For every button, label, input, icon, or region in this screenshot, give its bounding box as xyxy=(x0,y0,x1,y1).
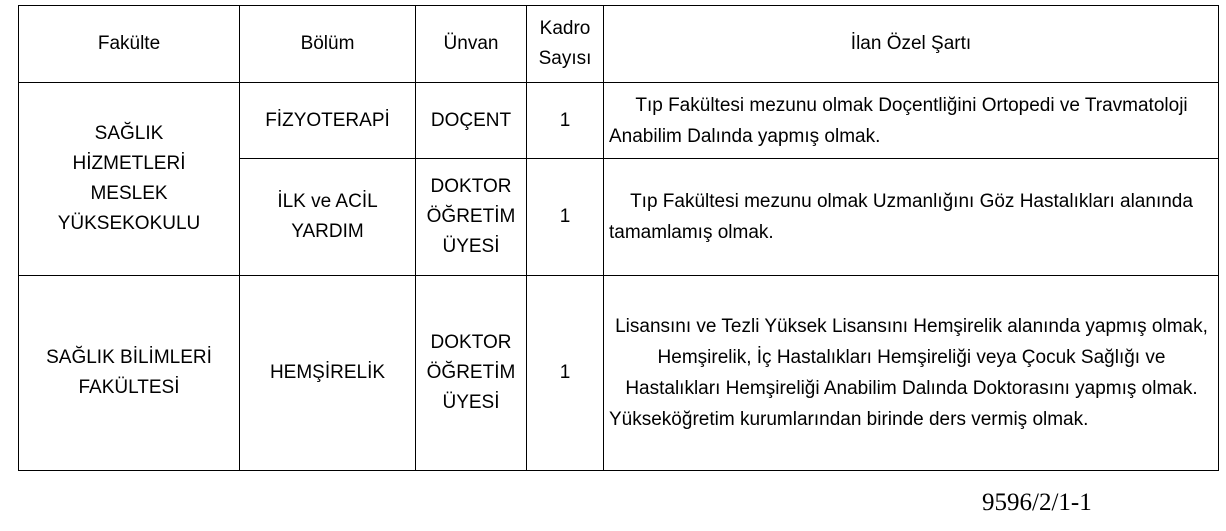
header-unvan: Ünvan xyxy=(416,6,527,83)
cell-unvan: DOKTOR ÖĞRETİM ÜYESİ xyxy=(416,276,527,471)
cell-fakulte: SAĞLIK HİZMETLERİ MESLEK YÜKSEKOKULU xyxy=(19,83,240,276)
header-kadro-sayisi: Kadro Sayısı xyxy=(527,6,604,83)
header-fakulte: Fakülte xyxy=(19,6,240,83)
table-row xyxy=(19,83,1219,159)
ilan-table xyxy=(18,5,1219,471)
cell-unvan: DOÇENT xyxy=(416,83,527,159)
header-ilan-ozel-sarti: İlan Özel Şartı xyxy=(604,6,1219,83)
cell-kadro: 1 xyxy=(527,159,604,276)
document-number: 9596/2/1-1 xyxy=(982,489,1092,516)
header-bolum: Bölüm xyxy=(240,6,416,83)
table-row xyxy=(19,276,1219,471)
cell-bolum: HEMŞİRELİK xyxy=(240,276,416,471)
table-header-row xyxy=(19,6,1219,83)
cell-ilan-sarti: Tıp Fakültesi mezunu olmak Doçentliğini Ortopedi ve Travmatoloji Anabilim Dalında yapmış olmak. xyxy=(604,83,1219,159)
cell-unvan: DOKTOR ÖĞRETİM ÜYESİ xyxy=(416,159,527,276)
cell-fakulte: SAĞLIK BİLİMLERİ FAKÜLTESİ xyxy=(19,276,240,471)
cell-kadro: 1 xyxy=(527,276,604,471)
cell-ilan-sarti: Lisansını ve Tezli Yüksek Lisansını Hemşirelik alanında yapmış olmak, Hemşirelik, İç Hastalıkları Hemşireliği veya Çocuk Sağlığı ve Hastalıkları Hemşireliği Anabilim Dalında Doktorasını yapmış olmak. Yükseköğretim kurumlarından birinde ders vermiş olmak. xyxy=(604,276,1219,471)
cell-ilan-sarti: Tıp Fakültesi mezunu olmak Uzmanlığını Göz Hastalıkları alanında tamamlamış olmak. xyxy=(604,159,1219,276)
cell-bolum: FİZYOTERAPİ xyxy=(240,83,416,159)
cell-kadro: 1 xyxy=(527,83,604,159)
cell-bolum: İLK ve ACİL YARDIM xyxy=(240,159,416,276)
